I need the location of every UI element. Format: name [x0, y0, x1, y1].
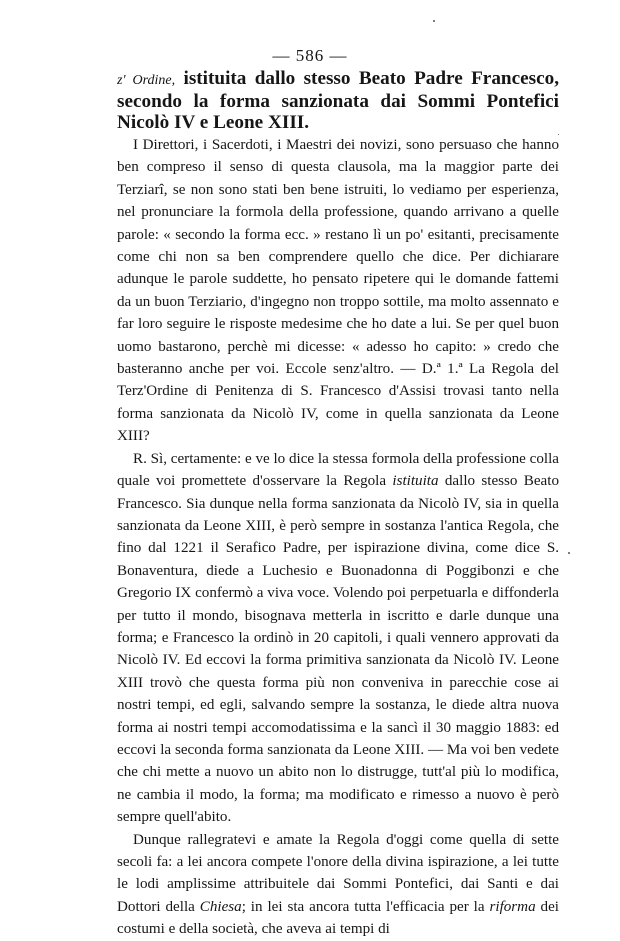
italic-term: istituita [392, 473, 439, 490]
print-speck [558, 134, 559, 135]
page-number: — 586 — [272, 46, 348, 65]
section-heading [117, 68, 559, 133]
paragraph-text: R. Sì, certamente: e ve lo dice la stessa formola della professione colla quale voi promettete d'osservare la Regola [117, 450, 559, 490]
print-speck [568, 552, 570, 554]
paragraph-text: dei costumi e della società, che aveva ai tempi di [117, 898, 559, 938]
paragraph-intro [117, 134, 559, 448]
paragraph-text: dallo stesso Beato Francesco. Sia dunque nella forma sanzionata da Nicolò IV, sia in quella sanzionata da Leone XIII, è però sempre in sostanza l'antica Regola, che fino dal 1221 il Serafico Padre, per ispirazione divina, come dice S. Bonaventura, diede a Luchesio e Buonadonna di Poggibonzi e che Gregorio IX confermò a viva voce. Volendo poi perpetuarla e diffonderla per tutto il mondo, bisognava metterla in iscritto e darle dunque una forma; e Francesco la ordinò in 20 capitoli, i quali vennero approvati da Nicolò IV. Ed eccovi la forma primitiva sanzionata da Nicolò IV. Leone XIII trovò che questa forma più non conveniva in parecchie cose ai nostri tempi, ed egli, salvando sempre la sostanza, le diede altra nuova forma ai nostri tempi accomodatissima e la sancì il 30 maggio 1883: ed eccovi la seconda forma sanzionata da Leone XIII. — Ma voi ben vedete che chi mette a nuovo un abito non lo distrugge, tutt'al più lo modifica, ne cambia il modo, la forma; ma modificato e rimesso a nuovo è però sempre quell'abito. [117, 473, 559, 826]
heading-title: istituita dallo stesso Beato Padre Francesco, secondo la forma sanzionata dai Sommi Pontefici Nicolò IV e Leone XIII. [117, 68, 559, 133]
print-speck [433, 20, 435, 22]
paragraph-text: Dunque rallegratevi e amate la Regola d'oggi come quella di sette secoli fa: a lei ancora compete l'onore della divina ispirazione, a lei tutte le lodi amplissime attribuitele dai Sommi Pontefici, dai Santi e dai Dottori della [117, 831, 559, 915]
paragraph-conclusion [117, 829, 559, 941]
paragraph-text: ; in lei sta ancora tutta l'efficacia per la [241, 898, 490, 915]
paragraph-answer [117, 448, 559, 829]
text-column [117, 68, 559, 941]
paragraph-text: I Direttori, i Sacerdoti, i Maestri dei novizi, sono persuaso che hanno ben compreso il senso di questa clausola, ma la maggior parte dei Terziarî, se non sono stati ben bene istruiti, lo vediamo per esperienza, nel pronunciare la formola della professione, quando arrivano a quelle parole: « secondo la forma ecc. » restano lì un po' esitanti, precisamente come chi non sa ben comprendere quello che dice. Per dichiarare adunque le parole suddette, ho pensato ripetere qui le domande fattemi da un buon Terziario, d'ingegno non troppo sottile, ma molto assennato e far loro seguire le risposte medesime che ho date a lui. Se per quel buon uomo bastarono, perchè mi dicesse: « adesso ho capito: » credo che basteranno anche per voi. Eccole senz'altro. — D.ª 1.ª La Regola del Terz'Ordine di Penitenza di S. Francesco d'Assisi trovasi tanto nella forma sanzionata da Nicolò IV, come in quella sanzionata da Leone XIII? [117, 137, 559, 445]
italic-term: Chiesa [199, 898, 242, 915]
italic-term: riforma [489, 898, 536, 915]
heading-lead: z' Ordine, [117, 73, 176, 88]
